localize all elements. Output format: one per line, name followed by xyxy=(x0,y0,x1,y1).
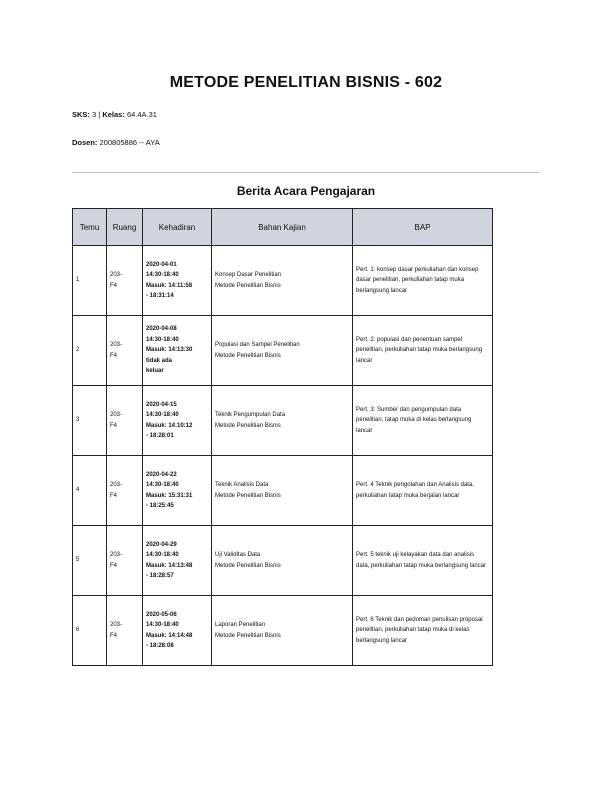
kelas-value: 64.4A.31 xyxy=(126,110,157,119)
bahan-kajian-line: Metode Penelitian Bisnis xyxy=(215,422,281,429)
bahan-kajian-line: Laporan Penelitian xyxy=(215,622,266,628)
bap-text: Pert. 4 Teknik pengolahan dan Analisis data, perkuliahan tatap muka berjalan lancar xyxy=(356,482,474,499)
ruang-cell xyxy=(107,246,143,316)
bahan-kajian-line: Metode Penelitian Bisnis xyxy=(215,562,281,569)
kehadiran-line: 2020-04-15 xyxy=(146,401,177,408)
header-bahan-kajian: Bahan Kajian xyxy=(212,209,353,246)
kehadiran-line: Masuk: 15:31:31 xyxy=(146,492,193,499)
bahan-kajian-line: Populasi dan Sampel Penelitian xyxy=(215,342,300,348)
kehadiran-line: 14:30-18:40 xyxy=(146,552,179,558)
bap-text: Pert. 1: konsep dasar perkuliahan dan konsep dasar penelitian, perkuliahan tatap muka berlangsung lancar xyxy=(356,266,479,294)
kehadiran-line: 2020-04-08 xyxy=(146,326,177,333)
ruang-cell xyxy=(107,596,143,666)
bahan-kajian-line: Metode Penelitian Bisnis xyxy=(215,352,281,359)
kehadiran-line: 14:30-18:40 xyxy=(146,412,179,418)
ruang-line: F4 xyxy=(110,282,118,289)
temu-cell: 4 xyxy=(73,456,107,526)
bap-cell xyxy=(353,386,493,456)
header-kehadiran: Kehadiran xyxy=(143,209,212,246)
kehadiran-line: - 18:28:08 xyxy=(146,643,174,649)
kehadiran-cell xyxy=(143,456,212,526)
kehadiran-line: keluar xyxy=(146,368,164,375)
bap-cell xyxy=(353,316,493,386)
bahan-kajian-cell xyxy=(212,316,353,386)
kehadiran-cell xyxy=(143,596,212,666)
kelas-label: Kelas: xyxy=(102,110,125,119)
course-info xyxy=(72,110,157,119)
table-header-row xyxy=(73,209,493,246)
bahan-kajian-line: Metode Penelitian Bisnis xyxy=(215,282,281,289)
ruang-cell xyxy=(107,456,143,526)
bap-cell xyxy=(353,526,493,596)
kehadiran-cell xyxy=(143,526,212,596)
info-separator: | xyxy=(98,110,101,119)
kehadiran-line: Masuk: 14:13:30 xyxy=(146,347,193,354)
bap-cell xyxy=(353,596,493,666)
bahan-kajian-line: Uji Validitas Data xyxy=(215,552,261,558)
ruang-line: F4 xyxy=(110,422,118,429)
kehadiran-line: 2020-04-29 xyxy=(146,541,177,548)
bap-cell xyxy=(353,246,493,316)
section-title: Berita Acara Pengajaran xyxy=(236,184,376,198)
temu-cell: 5 xyxy=(73,526,107,596)
bahan-kajian-line: Metode Penelitian Bisnis xyxy=(215,492,281,499)
header-temu: Temu xyxy=(73,209,107,246)
sks-value: 3 xyxy=(92,110,97,119)
bap-text: Pert. 5 teknik uji kelayakan data dan analisis data, perkuliahan tatap muka berlangsung lancar xyxy=(356,552,487,569)
kehadiran-line: 2020-05-06 xyxy=(146,611,177,618)
kehadiran-line: - 18:25:45 xyxy=(146,503,174,509)
bap-text: Pert. 6 Teknik dan pedoman penulisan proposal penelitian, perkuliahan tatap muka di kelas berlangsung lancar xyxy=(356,616,483,644)
bahan-kajian-cell xyxy=(212,596,353,666)
bahan-kajian-line: Teknik Pengumpulan Data xyxy=(215,412,286,418)
temu-cell: 1 xyxy=(73,246,107,316)
bahan-kajian-line: Konsep Dasar Penelitian xyxy=(215,272,282,278)
kehadiran-line: - 18:31:14 xyxy=(146,293,174,299)
ruang-line: F4 xyxy=(110,352,118,359)
bap-cell xyxy=(353,456,493,526)
kehadiran-line: tidak ada xyxy=(146,357,173,364)
temu-cell: 6 xyxy=(73,596,107,666)
kehadiran-line: 14:30-18:40 xyxy=(146,272,179,278)
dosen-label: Dosen: xyxy=(72,138,98,147)
bahan-kajian-cell xyxy=(212,246,353,316)
bahan-kajian-line: Teknik Analisis Data xyxy=(215,482,269,488)
ruang-line: 203- xyxy=(110,272,123,278)
kehadiran-cell xyxy=(143,386,212,456)
ruang-line: 203- xyxy=(110,412,123,418)
kehadiran-line: 14:30-18:40 xyxy=(146,622,179,628)
kehadiran-line: Masuk: 14:14:48 xyxy=(146,632,193,639)
ruang-cell xyxy=(107,316,143,386)
ruang-line: 203- xyxy=(110,622,123,628)
ruang-line: 203- xyxy=(110,482,123,488)
temu-cell: 3 xyxy=(73,386,107,456)
ruang-line: F4 xyxy=(110,632,118,639)
ruang-line: F4 xyxy=(110,562,118,569)
bap-text: Pert. 2: populasi dan penentuan sampel penelitian, perkuliahan tatap muka berlangsung lancar xyxy=(356,336,483,364)
temu-cell: 2 xyxy=(73,316,107,386)
ruang-line: F4 xyxy=(110,492,118,499)
table-row xyxy=(73,596,493,666)
lecturer-info xyxy=(72,138,160,147)
teaching-record-table xyxy=(72,208,493,666)
dosen-value: 200805886 -- AYA xyxy=(99,138,160,147)
kehadiran-line: 2020-04-22 xyxy=(146,471,177,478)
kehadiran-line: Masuk: 14:10:12 xyxy=(146,422,193,429)
table-row xyxy=(73,456,493,526)
table-row xyxy=(73,246,493,316)
kehadiran-line: Masuk: 14:11:58 xyxy=(146,282,193,289)
kehadiran-cell xyxy=(143,316,212,386)
kehadiran-line: - 18:28:57 xyxy=(146,573,174,579)
table-row xyxy=(73,386,493,456)
kehadiran-line: 2020-04-01 xyxy=(146,261,177,268)
divider xyxy=(72,172,540,173)
sks-label: SKS: xyxy=(72,110,90,119)
ruang-cell xyxy=(107,386,143,456)
table-row xyxy=(73,316,493,386)
bap-text: Pert. 3: Sumber dan pengumpulan data penelitian, tatap muka di kelas berlangsung lancar xyxy=(356,406,472,434)
ruang-line: 203- xyxy=(110,342,123,348)
ruang-line: 203- xyxy=(110,552,123,558)
document-title: METODE PENELITIAN BISNIS - 602 xyxy=(169,74,443,91)
bahan-kajian-line: Metode Penelitian Bisnis xyxy=(215,632,281,639)
table-row xyxy=(73,526,493,596)
ruang-cell xyxy=(107,526,143,596)
kehadiran-cell xyxy=(143,246,212,316)
bahan-kajian-cell xyxy=(212,386,353,456)
kehadiran-line: 14:30-18:40 xyxy=(146,482,179,488)
bahan-kajian-cell xyxy=(212,456,353,526)
kehadiran-line: 14:30-18:40 xyxy=(146,336,179,343)
kehadiran-line: - 18:28:01 xyxy=(146,433,174,439)
header-bap: BAP xyxy=(353,209,493,246)
header-ruang: Ruang xyxy=(107,209,143,246)
kehadiran-line: Masuk: 14:13:48 xyxy=(146,562,193,569)
bahan-kajian-cell xyxy=(212,526,353,596)
